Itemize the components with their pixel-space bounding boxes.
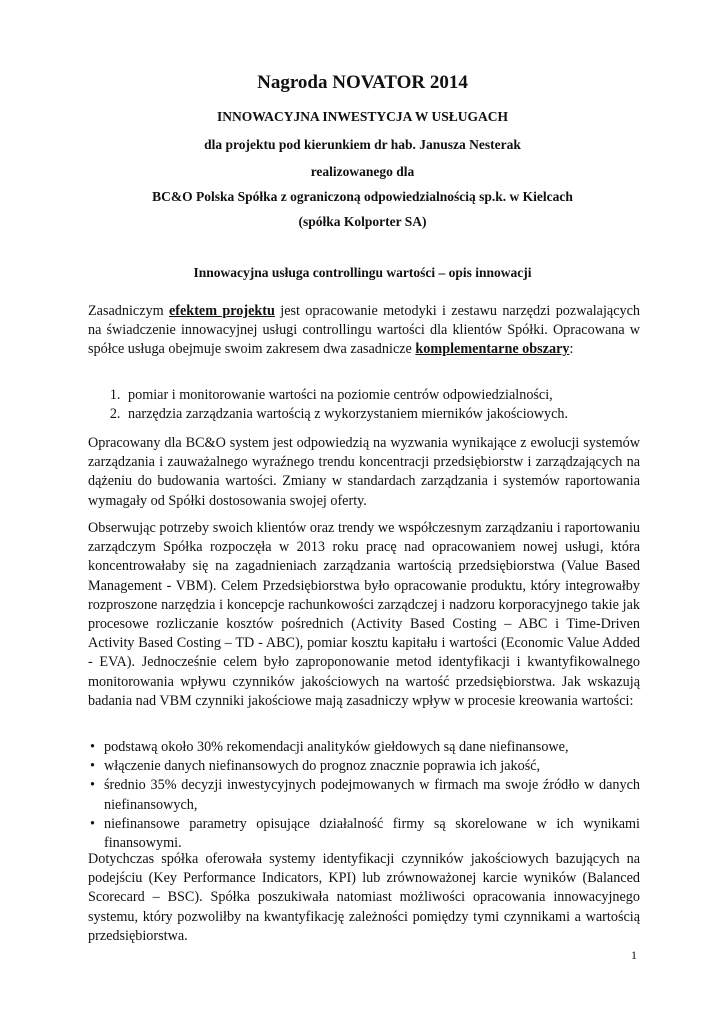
header-line-2: dla projektu pod kierunkiem dr hab. Janusza Nesterak bbox=[204, 137, 521, 152]
list-item: 2. narzędzia zarządzania wartością z wykorzystaniem mierników jakościowych. bbox=[124, 405, 640, 424]
list-item bbox=[90, 738, 640, 757]
p1-emphasis-1: efektem projektu bbox=[168, 303, 275, 319]
list-item: 1. pomiar i monitorowanie wartości na poziomie centrów odpowiedzialności, bbox=[124, 386, 640, 405]
bullet-list bbox=[88, 738, 640, 853]
paragraph-3 bbox=[88, 519, 640, 711]
bullet-text: podstawą około 30% rekomendacji analityków giełdowych są dane niefinansowe, bbox=[104, 739, 569, 755]
list-item bbox=[90, 815, 640, 853]
p1-pre: Zasadniczym bbox=[88, 303, 169, 319]
paragraph-3-text: Obserwując potrzeby swoich klientów oraz trendy we współczesnym zarządzaniu i raportowaniu zarządczym Spółka rozpoczęła w 2013 roku pracę nad opracowaniem nowej usługi, która koncentrowałaby się na zagadnieniach zarządzania wartością przedsiębiorstwa (Value Based Management - VBM). Celem Przedsiębiorstwa było opracowanie produktu, który integrowałby rozproszone narzędzia i koncepcje rachunkowości zarządczej i nadzoru korporacyjnego takie jak procesowe rozliczanie kosztów pośrednich (Activity Based Costing – ABC i Time-Driven Activity Based Costing – TD - ABC), pomiar kosztu kapitału i wartości (Economic Value Added - EVA). Jednocześnie celem było zaproponowanie metod identyfikacji i kwantyfikowalnego monitorowania wpływu czynników jakościowych na wartość przedsiębiorstwa. Jak wskazują badania nad VBM czynniki jakościowe mają zasadniczy wpływ w procesie kreowania wartości: bbox=[88, 520, 640, 709]
header-line-3: realizowanego dla bbox=[310, 164, 415, 179]
page-number: 1 bbox=[631, 948, 637, 962]
p1-emphasis-2: komplementarne obszary bbox=[415, 341, 570, 358]
bullet-text: średnio 35% decyzji inwestycyjnych podejmowanych w firmach ma swoje źródło w danych niefinansowych, bbox=[104, 777, 640, 813]
p1-post: : bbox=[569, 341, 574, 358]
header-line-5: (spółka Kolporter SA) bbox=[298, 214, 427, 229]
paragraph-2 bbox=[88, 434, 640, 511]
numbered-list bbox=[88, 386, 640, 424]
bullet-text: niefinansowe parametry opisujące działalność firmy są skorelowane w ich wynikami finansowymi. bbox=[104, 815, 640, 852]
bullet-text: włączenie danych niefinansowych do prognoz znacznie poprawia ich jakość, bbox=[104, 758, 541, 775]
paragraph-4 bbox=[88, 850, 640, 946]
section-title: Innowacyjna usługa controllingu wartości – opis innowacji bbox=[193, 265, 532, 280]
list-item bbox=[90, 757, 640, 776]
paragraph-2-text: Opracowany dla BC&O system jest odpowiedzią na wyzwania wynikające z ewolucji systemów zarządzania i zauważalnego wyraźnego trendu koncentracji przedsiębiorstw i zarządzających na dążeniu do budowania wartości. Zmiany w standardach zarządzania i systemów raportowania wymagały od Spółki dostosowania swojej oferty. bbox=[88, 435, 640, 509]
paragraph-1 bbox=[88, 302, 640, 360]
bullet-icon: • bbox=[90, 815, 95, 832]
list-item bbox=[90, 776, 640, 814]
document-title: Nagroda NOVATOR 2014 bbox=[257, 72, 468, 93]
bullet-icon: • bbox=[90, 758, 95, 775]
bullet-icon: • bbox=[90, 777, 95, 794]
p1-mid: jest opracowanie metodyki i zestawu narzędzi pozwalających na świadczenie innowacyjnej usługi controllingu wartości dla klientów Spółki. Opracowana w spółce usługa obejmuje swoim zakresem dwa zasadnicze bbox=[88, 303, 640, 358]
bullet-icon: • bbox=[90, 739, 95, 755]
header-line-4: BC&O Polska Spółka z ograniczoną odpowiedzialnością sp.k. w Kielcach bbox=[152, 189, 573, 204]
header-line-1: INNOWACYJNA INWESTYCJA W USŁUGACH bbox=[217, 109, 508, 124]
paragraph-4-text: Dotychczas spółka oferowała systemy identyfikacji czynników jakościowych bazujących na podejściu (Key Performance Indicators, KPI) lub zrównoważonej karcie wyników (Balanced Scorecard – BSC). Spółka poszukiwała natomiast możliwości opracowania innowacyjnego systemu, który pozwoliłby na kwantyfikację zależności pomiędzy tymi czynnikami a wartością przedsiębiorstwa. bbox=[88, 851, 640, 944]
